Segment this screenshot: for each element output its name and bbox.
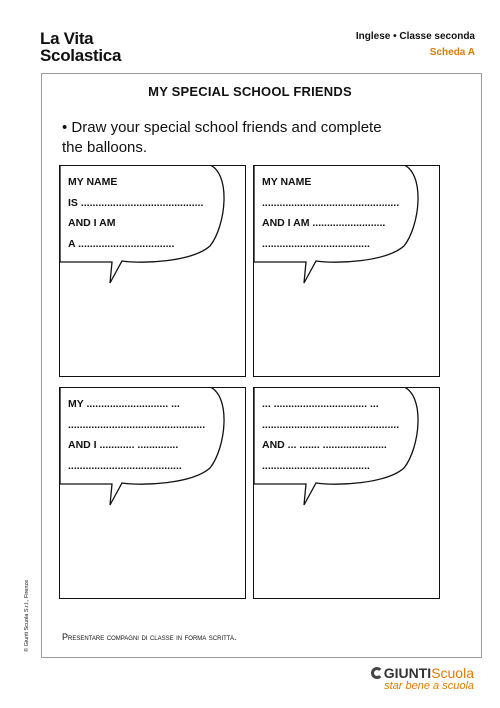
- balloon-line: MY NAME: [68, 176, 118, 188]
- subject-label: Inglese • Classe seconda: [355, 31, 475, 42]
- balloon-line: MY ............................ ...: [68, 398, 180, 410]
- balloon-line: ...............................................: [262, 196, 400, 209]
- brand-name: [371, 665, 474, 681]
- friend-panel-1[interactable]: [59, 165, 246, 377]
- worksheet-title: MY SPECIAL SCHOOL FRIENDS: [148, 84, 352, 99]
- friend-panel-3[interactable]: [59, 387, 246, 599]
- balloon-line: ...............................................: [68, 418, 206, 431]
- copyright-text: © Giunti Scuola S.r.l., Firenze: [24, 579, 30, 652]
- balloon-line: MY NAME: [262, 176, 312, 188]
- balloon-line: ...............................................: [262, 418, 400, 431]
- balloon-text: [68, 394, 205, 476]
- balloon-text: [262, 394, 399, 476]
- balloon-line: .....................................: [262, 237, 370, 250]
- balloon-line: AND ... ....... ......................: [262, 439, 387, 451]
- giunti-logo-icon: [371, 667, 383, 679]
- balloon-line: A .................................: [68, 237, 175, 250]
- friend-panel-4[interactable]: [253, 387, 440, 599]
- sheet-label: Scheda A: [429, 47, 475, 58]
- balloon-line: .....................................: [262, 459, 370, 472]
- header-info: [356, 31, 475, 58]
- instruction-text: • Draw your special school friends and complete the balloons.: [62, 119, 382, 156]
- publisher-brand: [371, 665, 474, 692]
- magazine-logo: [40, 30, 121, 64]
- balloon-text: [68, 172, 203, 254]
- logo-line-1: La Vita: [40, 29, 94, 48]
- balloon-line: .......................................: [68, 459, 182, 472]
- balloon-line: AND I AM: [68, 217, 116, 229]
- brand-name-b: Scuola: [431, 665, 474, 681]
- logo-line-2: Scolastica: [40, 46, 122, 65]
- balloon-line: IS ..........................................: [68, 196, 204, 209]
- balloon-text: [262, 172, 399, 254]
- balloon-line: AND I ............ ..............: [68, 439, 179, 451]
- footer-note: Presentare compagni di classe in forma scritta.: [62, 632, 237, 642]
- brand-name-a: GIUNTI: [383, 665, 432, 681]
- balloon-line: AND I AM .........................: [262, 217, 386, 229]
- balloon-line: ... ................................ ...: [262, 398, 379, 410]
- brand-tagline: star bene a scuola: [384, 680, 474, 692]
- friend-panel-2[interactable]: [253, 165, 440, 377]
